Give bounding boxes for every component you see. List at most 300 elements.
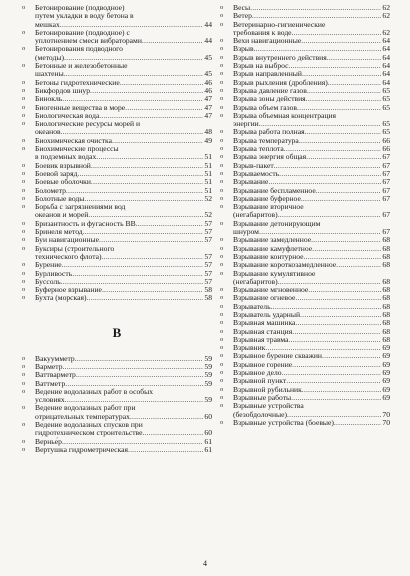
- entry-term: Взрывание буферное: [233, 193, 301, 203]
- bullet-icon: o: [22, 194, 26, 202]
- entry-term: Болотные воды: [35, 193, 85, 203]
- leader-dots: [142, 429, 203, 437]
- entry-page: 64: [382, 77, 390, 87]
- bullet-icon: o: [22, 4, 26, 11]
- leader-dots: [312, 245, 381, 253]
- entry-page: 62: [382, 27, 390, 37]
- index-entry: [220, 21, 390, 38]
- bullet-icon: o: [22, 354, 26, 362]
- bullet-icon: o: [22, 86, 26, 94]
- bullet-icon: o: [22, 120, 26, 128]
- bullet-icon: o: [22, 62, 26, 70]
- entry-page: 64: [382, 52, 390, 62]
- entry-term: Взрывная травма: [233, 334, 289, 344]
- entry-page: 68: [382, 301, 390, 311]
- leader-dots: [91, 178, 204, 186]
- leader-dots: [125, 104, 203, 112]
- entry-term: Взрывание кумулятивное: [233, 268, 316, 278]
- entry-term: Взрывание контурное: [233, 251, 304, 261]
- bullet-icon: o: [22, 161, 26, 169]
- index-entry: [22, 4, 212, 29]
- entry-page: 64: [382, 44, 390, 54]
- entry-term: мешках: [35, 19, 60, 29]
- leader-dots: [102, 286, 203, 294]
- entry-term: Вертушка гидрометрическая: [35, 444, 128, 454]
- bullet-icon: o: [220, 327, 224, 335]
- bullet-icon: o: [22, 362, 26, 370]
- entry-page: 66: [382, 135, 390, 145]
- entry-page: 60: [204, 428, 212, 438]
- right-column: [220, 4, 390, 427]
- entry-term: Буи навигационные: [35, 235, 100, 245]
- entry-term: Биохимическая очистка: [35, 135, 112, 145]
- entry-page: 67: [382, 152, 390, 162]
- entry-page: 69: [382, 368, 390, 378]
- entry-page: 51: [204, 152, 212, 162]
- leader-dots: [295, 294, 381, 302]
- bullet-icon: o: [220, 153, 224, 161]
- entry-page: 45: [204, 52, 212, 62]
- bullet-icon: o: [220, 103, 224, 111]
- leader-dots: [136, 220, 204, 228]
- bullet-icon: o: [22, 437, 26, 445]
- entry-page: 47: [204, 110, 212, 120]
- bullet-icon: o: [220, 70, 224, 78]
- index-entry: [220, 112, 390, 129]
- entry-term: Взрыватель: [233, 301, 271, 311]
- bullet-icon: o: [22, 371, 26, 379]
- entry-page: 70: [382, 409, 390, 419]
- leader-dots: [120, 79, 204, 87]
- entry-term: условиях: [35, 395, 65, 405]
- entry-page: 52: [204, 193, 212, 203]
- entry-page: 68: [382, 293, 390, 303]
- entry-term: Взрывной рубильник: [233, 384, 302, 394]
- entry-term: океанов: [35, 127, 61, 137]
- entry-term: Взрывание детонирующим: [233, 218, 321, 228]
- leader-dots: [62, 261, 204, 269]
- leader-dots: [305, 128, 382, 136]
- leader-dots: [279, 170, 381, 178]
- bullet-icon: o: [220, 111, 224, 119]
- entry-term: шахтены: [35, 69, 64, 79]
- entry-page: 67: [382, 185, 390, 195]
- leader-dots: [322, 352, 381, 360]
- bullet-icon: o: [220, 369, 224, 377]
- entry-term: Взрыва объемная концентрация: [233, 110, 336, 120]
- entry-term: Ваттметр: [35, 378, 66, 388]
- entry-page: 70: [382, 417, 390, 427]
- section-letter: В: [112, 324, 122, 340]
- index-list-b: [22, 4, 212, 303]
- bullet-icon: o: [22, 277, 26, 285]
- bullet-icon: o: [220, 252, 224, 260]
- bullet-icon: o: [22, 261, 26, 269]
- bullet-icon: o: [22, 445, 26, 453]
- entry-page: 65: [382, 119, 390, 129]
- entry-term: Взрыва объем газов: [233, 102, 298, 112]
- entry-page: 68: [382, 334, 390, 344]
- bullet-icon: o: [22, 269, 26, 277]
- entry-term: технического флота): [35, 251, 102, 261]
- entry-term: Бухта (морская): [35, 293, 87, 303]
- entry-page: 48: [204, 127, 212, 137]
- bullet-icon: o: [220, 319, 224, 327]
- entry-page: 59: [204, 370, 212, 380]
- entry-term: путем укладки в воду бетона в: [35, 11, 134, 21]
- leader-dots: [295, 319, 381, 327]
- bullet-icon: o: [220, 286, 224, 294]
- leader-dots: [289, 62, 382, 70]
- entry-term: Взрыва давление газов: [233, 85, 307, 95]
- leader-dots: [302, 386, 382, 394]
- bullet-icon: o: [220, 352, 224, 360]
- bullet-icon: o: [22, 379, 26, 387]
- entry-page: 69: [382, 384, 390, 394]
- entry-page: 59: [204, 361, 212, 371]
- bullet-icon: o: [220, 244, 224, 252]
- bullet-icon: o: [220, 45, 224, 53]
- index-entry: [220, 270, 390, 287]
- entry-page: 68: [382, 276, 390, 286]
- entry-term: Бринеля метод: [35, 227, 83, 237]
- leader-dots: [90, 87, 203, 95]
- index-entry: [22, 404, 212, 421]
- entry-term: Взрывное горение: [233, 359, 293, 369]
- bullet-icon: o: [220, 145, 224, 153]
- entry-term: Биогенные вещества в море: [35, 102, 126, 112]
- entry-term: Взрыв рыхления (дробления): [233, 77, 328, 87]
- leader-dots: [142, 37, 204, 45]
- entry-page: 68: [382, 326, 390, 336]
- bullet-icon: o: [220, 4, 224, 11]
- entry-page: 57: [204, 251, 212, 261]
- left-column: [22, 4, 212, 454]
- entry-page: 47: [204, 94, 212, 104]
- entry-page: 66: [382, 144, 390, 154]
- index-entry: [22, 294, 212, 302]
- leader-dots: [77, 170, 203, 178]
- entry-term: Ведение водолазных работ при: [35, 403, 136, 413]
- entry-term: Взрыва температура: [233, 135, 299, 145]
- entry-term: Вехи навигационные: [233, 36, 302, 46]
- bullet-icon: o: [220, 269, 224, 277]
- bullet-icon: o: [220, 95, 224, 103]
- entry-term: Взрывание вторичное: [233, 202, 304, 212]
- entry-term: Взрывание камуфлетное: [233, 243, 313, 253]
- entry-page: 62: [382, 3, 390, 12]
- entry-page: 57: [204, 268, 212, 278]
- entry-page: 68: [382, 285, 390, 295]
- bullet-icon: o: [220, 20, 224, 28]
- bullet-icon: o: [220, 335, 224, 343]
- bullet-icon: o: [22, 228, 26, 236]
- entry-page: 58: [204, 293, 212, 303]
- entry-term: Бурливость: [35, 268, 73, 278]
- index-entry: [22, 145, 212, 162]
- index-entry: [22, 29, 212, 46]
- leader-dots: [336, 261, 381, 269]
- index-entry: [220, 402, 390, 419]
- entry-term: Бетоны гидротехнические: [35, 77, 120, 87]
- bullet-icon: o: [22, 244, 26, 252]
- entry-term: Боевик взрывной: [35, 160, 91, 170]
- entry-page: 69: [382, 359, 390, 369]
- entry-term: Бикфордов шнур: [35, 85, 90, 95]
- entry-term: Взрыв направленный: [233, 69, 302, 79]
- entry-term: Взрыв на выброс: [233, 61, 289, 71]
- entry-term: Варметр: [35, 361, 63, 371]
- entry-page: 68: [382, 251, 390, 261]
- entry-term: в подземных водах: [35, 152, 97, 162]
- entry-term: Взрывное бурение скважин: [233, 351, 322, 361]
- bullet-icon: o: [220, 236, 224, 244]
- leader-dots: [300, 311, 381, 319]
- leader-dots: [250, 4, 381, 12]
- leader-dots: [289, 336, 382, 344]
- bullet-icon: o: [22, 203, 26, 211]
- bullet-icon: o: [22, 294, 26, 302]
- entry-page: 49: [204, 135, 212, 145]
- bullet-icon: o: [220, 377, 224, 385]
- entry-page: 51: [204, 177, 212, 187]
- leader-dots: [91, 162, 204, 170]
- entry-page: 44: [204, 36, 212, 46]
- bullet-icon: o: [22, 45, 26, 53]
- entry-page: 57: [204, 260, 212, 270]
- entry-term: уплотнением смеси вибраторами: [35, 36, 142, 46]
- bullet-icon: o: [22, 78, 26, 86]
- index-entry: [22, 245, 212, 262]
- leader-dots: [63, 363, 204, 371]
- leader-dots: [99, 236, 203, 244]
- bullet-icon: o: [22, 103, 26, 111]
- bullet-icon: o: [220, 186, 224, 194]
- entry-page: 68: [382, 309, 390, 319]
- entry-term: Бетонирование (подводное) с: [35, 27, 130, 37]
- leader-dots: [334, 419, 382, 427]
- entry-page: 68: [382, 260, 390, 270]
- entry-term: Биологические ресурсы морей и: [35, 119, 141, 129]
- bullet-icon: o: [220, 203, 224, 211]
- bullet-icon: o: [22, 236, 26, 244]
- bullet-icon: o: [220, 62, 224, 70]
- bullet-icon: o: [220, 219, 224, 227]
- leader-dots: [306, 153, 381, 161]
- bullet-icon: o: [220, 86, 224, 94]
- entry-page: 59: [204, 353, 212, 363]
- entry-page: 65: [382, 94, 390, 104]
- leader-dots: [327, 54, 382, 62]
- entry-term: Взрывные устройства (боевые): [233, 417, 334, 427]
- bullet-icon: o: [22, 136, 26, 144]
- entry-term: Взрыва энергия общая: [233, 152, 307, 162]
- entry-term: Бетонные и железобетонные: [35, 61, 128, 71]
- bullet-icon: o: [220, 402, 224, 410]
- entry-page: 57: [204, 235, 212, 245]
- entry-term: (безобдолочные): [233, 409, 288, 419]
- entry-term: (негабаритов): [233, 210, 278, 220]
- entry-page: 65: [382, 102, 390, 112]
- entry-page: 69: [382, 343, 390, 353]
- entry-page: 52: [204, 210, 212, 220]
- leader-dots: [76, 371, 204, 379]
- leader-dots: [96, 153, 203, 161]
- entry-term: Взрывание замедленное: [233, 235, 312, 245]
- index-list-v-left: [22, 355, 212, 455]
- entry-page: 51: [204, 160, 212, 170]
- entry-page: 67: [382, 177, 390, 187]
- leader-dots: [292, 361, 381, 369]
- leader-dots: [301, 195, 382, 203]
- entry-term: Ваттварметр: [35, 370, 76, 380]
- entry-term: Ведение водолазных работ в особых: [35, 386, 154, 396]
- index-entry: [220, 203, 390, 220]
- leader-dots: [291, 394, 381, 402]
- entry-page: 64: [382, 69, 390, 79]
- index-entry: [22, 203, 212, 220]
- entry-page: 57: [204, 276, 212, 286]
- entry-term: Биохимические процессы: [35, 144, 119, 154]
- index-entry: [22, 120, 212, 137]
- leader-dots: [292, 29, 382, 37]
- bullet-icon: o: [220, 161, 224, 169]
- page-number: 4: [203, 559, 207, 568]
- index-entry: [22, 45, 212, 62]
- bullet-icon: o: [22, 286, 26, 294]
- entry-term: Взрыва работа полная: [233, 127, 305, 137]
- entry-page: 58: [204, 285, 212, 295]
- bullet-icon: o: [220, 194, 224, 202]
- entry-term: океанов и морей: [35, 210, 89, 220]
- leader-dots: [112, 137, 203, 145]
- bullet-icon: o: [22, 95, 26, 103]
- entry-term: Взрывание: [233, 177, 269, 187]
- leader-dots: [306, 95, 382, 103]
- entry-term: Буссоль: [35, 276, 61, 286]
- entry-page: 64: [382, 36, 390, 46]
- bullet-icon: o: [220, 37, 224, 45]
- entry-page: 68: [382, 243, 390, 253]
- entry-page: 67: [382, 193, 390, 203]
- bullet-icon: o: [220, 178, 224, 186]
- bullet-icon: o: [220, 12, 224, 20]
- bullet-icon: o: [22, 111, 26, 119]
- entry-term: требования к воде: [233, 27, 292, 37]
- entry-page: 62: [382, 11, 390, 21]
- index-list-v-right: [220, 4, 390, 427]
- entry-page: 69: [382, 376, 390, 386]
- entry-page: 69: [382, 392, 390, 402]
- entry-term: шнуром: [233, 227, 259, 237]
- entry-page: 68: [382, 235, 390, 245]
- bullet-icon: o: [220, 310, 224, 318]
- leader-dots: [311, 236, 381, 244]
- leader-dots: [75, 355, 204, 363]
- entry-term: Взрыв внутреннего действия: [233, 52, 327, 62]
- index-entry: [22, 388, 212, 405]
- entry-term: Бетонирования подводного: [35, 44, 123, 54]
- leader-dots: [72, 270, 203, 278]
- entry-term: отрицательных температурах: [35, 411, 130, 421]
- entry-term: Взрывной пункт: [233, 376, 287, 386]
- leader-dots: [308, 286, 381, 294]
- bullet-icon: o: [22, 145, 26, 153]
- entry-page: 69: [382, 351, 390, 361]
- leader-dots: [307, 87, 382, 95]
- bullet-icon: o: [220, 360, 224, 368]
- entry-term: Бинокль: [35, 94, 63, 104]
- leader-dots: [83, 228, 204, 236]
- leader-dots: [102, 253, 204, 261]
- index-entry: [22, 446, 212, 454]
- index-entry: [220, 419, 390, 427]
- entry-term: Взрывное дело: [233, 368, 282, 378]
- entry-term: Бризантность и фугасность ВВ: [35, 218, 136, 228]
- entry-page: 67: [382, 210, 390, 220]
- entry-term: энергии: [233, 119, 259, 129]
- entry-page: 46: [204, 85, 212, 95]
- bullet-icon: o: [22, 28, 26, 36]
- entry-term: Бетонирование (подводное): [35, 3, 125, 12]
- entry-page: 46: [204, 77, 212, 87]
- entry-term: Взрывник: [233, 343, 266, 353]
- leader-dots: [299, 137, 382, 145]
- leader-dots: [316, 187, 382, 195]
- leader-dots: [282, 369, 382, 377]
- bullet-icon: o: [22, 178, 26, 186]
- entry-term: Взрыватель ударный: [233, 309, 301, 319]
- bullet-icon: o: [22, 219, 26, 227]
- entry-term: Взрывание беспламенное: [233, 185, 316, 195]
- entry-page: 57: [204, 227, 212, 237]
- entry-term: Биологическая вода: [35, 110, 100, 120]
- entry-term: Буксиры (строительного: [35, 243, 115, 253]
- entry-term: Борьба с загрязнениями вод: [35, 202, 126, 212]
- entry-term: Вернье́р: [35, 436, 62, 446]
- entry-term: Болометр: [35, 185, 66, 195]
- entry-term: Вакуумметр: [35, 353, 75, 363]
- bullet-icon: o: [220, 136, 224, 144]
- leader-dots: [274, 162, 382, 170]
- entry-page: 59: [204, 395, 212, 405]
- entry-term: Боевые оболочки: [35, 177, 91, 187]
- entry-page: 61: [204, 436, 212, 446]
- entry-term: Ветеринарно-гигиенические: [233, 19, 326, 29]
- leader-dots: [128, 446, 203, 454]
- entry-term: Ведение водолазных спусков при: [35, 420, 143, 430]
- entry-term: Взрывание огневое: [233, 293, 296, 303]
- entry-term: Взрывная станция: [233, 326, 293, 336]
- leader-dots: [292, 328, 381, 336]
- entry-term: Буферное взрывание: [35, 285, 102, 295]
- bullet-icon: o: [220, 294, 224, 302]
- index-entry: [220, 220, 390, 237]
- entry-term: Боевой заряд: [35, 168, 78, 178]
- entry-page: 57: [204, 218, 212, 228]
- entry-page: 59: [204, 378, 212, 388]
- entry-page: 45: [204, 69, 212, 79]
- bullet-icon: o: [220, 78, 224, 86]
- entry-page: 60: [204, 411, 212, 421]
- leader-dots: [328, 79, 382, 87]
- leader-dots: [66, 187, 204, 195]
- bullet-icon: o: [220, 128, 224, 136]
- entry-page: 67: [382, 227, 390, 237]
- bullet-icon: o: [220, 418, 224, 426]
- entry-page: 67: [382, 160, 390, 170]
- entry-page: 51: [204, 185, 212, 195]
